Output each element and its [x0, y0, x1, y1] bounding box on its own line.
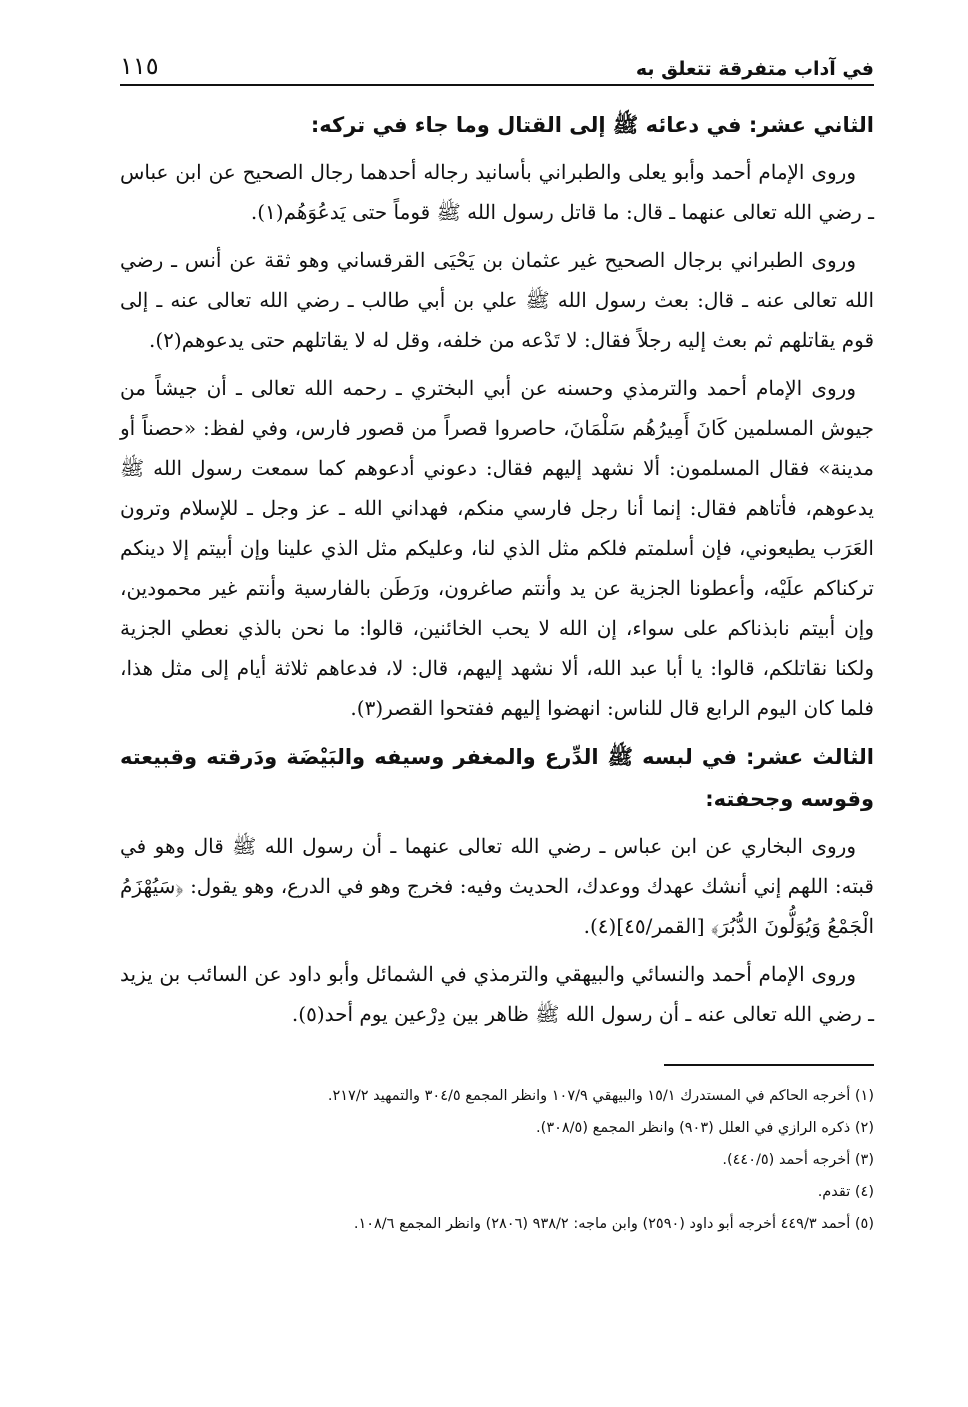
section-heading: الثالث عشر: في لبسه ﷺ الدِّرع والمغفر وسيفه والبَيْضَة ودَرقته وقبيعته وقوسه وجحفته: [120, 745, 874, 811]
footnote: (٣) أخرجه أحمد (٤٤٠/٥). [722, 1152, 874, 1168]
section-thirteen [120, 736, 874, 1034]
running-header [120, 40, 874, 86]
section-twelve [120, 104, 874, 728]
footnote: (٢) ذكره الرازي في العلل (٩٠٣) وانظر المجمع (٣٠٨/٥). [536, 1120, 874, 1136]
paragraph: وروى الطبراني برجال الصحيح غير عثمان بن يَحْيَى القرقساني وهو ثقة عن أنس ـ رضي الله تعالى عنه ـ قال: بعث رسول الله ﷺ علي بن أبي طالب ـ رضي الله تعالى عنه ـ إلى قوم يقاتلهم ثم بعث إليه رجلاً فقال: لا تَدْعه من خلفه، وقل له لا يقاتلهم حتى يدعوهم(٢). [120, 248, 874, 352]
footnote: (٤) تقدم. [817, 1184, 874, 1200]
page-number: ١١٥ [120, 52, 159, 80]
paragraph: وروى الإمام أحمد والنسائي والبيهقي والترمذي في الشمائل وأبو داود عن السائب بن يزيد ـ رضي الله تعالى عنه ـ أن رسول الله ﷺ ظاهر بين دِرْعين يوم أحد(٥). [120, 962, 874, 1026]
footnote: (٥) أحمد ٤٤٩/٣ أخرجه أبو داود (٢٥٩٠) وابن ماجه: ٩٣٨/٢ (٢٨٠٦) وانظر المجمع ١٠٨/٦. [353, 1216, 874, 1232]
paragraph: وروى الإمام أحمد وأبو يعلى والطبراني بأسانيد رجاله أحدهما رجال الصحيح عن ابن عباس ـ رضي الله تعالى عنهما ـ قال: ما قاتل رسول الله ﷺ قوماً حتى يَدعُوَهُم(١). [120, 160, 874, 224]
paragraph: وروى الإمام أحمد والترمذي وحسنه عن أبي البختري ـ رحمه الله تعالى ـ أن جيشاً من جيوش المسلمين كَانَ أَمِيرُهُم سَلْمَانَ، حاصروا قصراً من قصور فارس، وفي لفظ: «حصناً أو مدينة» فقال المسلمون: ألا نشهد إليهم فقال: دعوني أدعوهم كما سمعت رسول الله ﷺ يدعوهم، فأتاهم فقال: إنما أنا رجل فارسي منكم، فهداني الله ـ عز وجل ـ للإسلام وترون العَرَب يطيعوني، فإن أسلمتم فلكم مثل الذي لنا، وعليكم مثل الذي علينا وإن أبيتم إلا دينكم تركناكم علَيْه، وأعطونا الجزية عن يد وأنتم صاغرون، ورَطَن بالفارسية وأنتم غير محمودين، وإن أبيتم نابذناكم على سواء، إن الله لا يحب الخائنين، قالوا: ما نحن بالذي نعطي الجزية ولكنا نقاتلكم، قالوا: يا أبا عبد الله، ألا نشهد إليهم، قال: لا، فدعاهم ثلاثة أيام إلى مثل هذا، فلما كان اليوم الرابع قال للناس: انهضوا إليهم ففتحوا القصر(٣). [120, 376, 874, 720]
footnotes [120, 1080, 874, 1240]
footnote: (١) أخرجه الحاكم في المستدرك ١٥/١ والبيهقي ١٠٧/٩ وانظر المجمع ٣٠٤/٥ والتمهيد ٢١٧/٢. [327, 1088, 874, 1104]
section-heading: الثاني عشر: في دعائه ﷺ إلى القتال وما جاء في تركه: [310, 113, 874, 137]
paragraph: وروى البخاري عن ابن عباس ـ رضي الله تعالى عنهما ـ أن رسول الله ﷺ قال وهو في قبته: اللهم إني أنشك عهدك ووعدك، الحديث وفيه: فخرج وهو في الدرع، وهو يقول: ﴿سَيُهْزَمُ الْجَمْعُ وَيُوَلُّونَ الدُّبُرَ﴾ [القمر/٤٥](٤). [120, 834, 874, 938]
footnote-divider [664, 1064, 874, 1066]
book-page [120, 40, 874, 1240]
running-title: في آداب متفرقة تتعلق به [635, 58, 874, 80]
